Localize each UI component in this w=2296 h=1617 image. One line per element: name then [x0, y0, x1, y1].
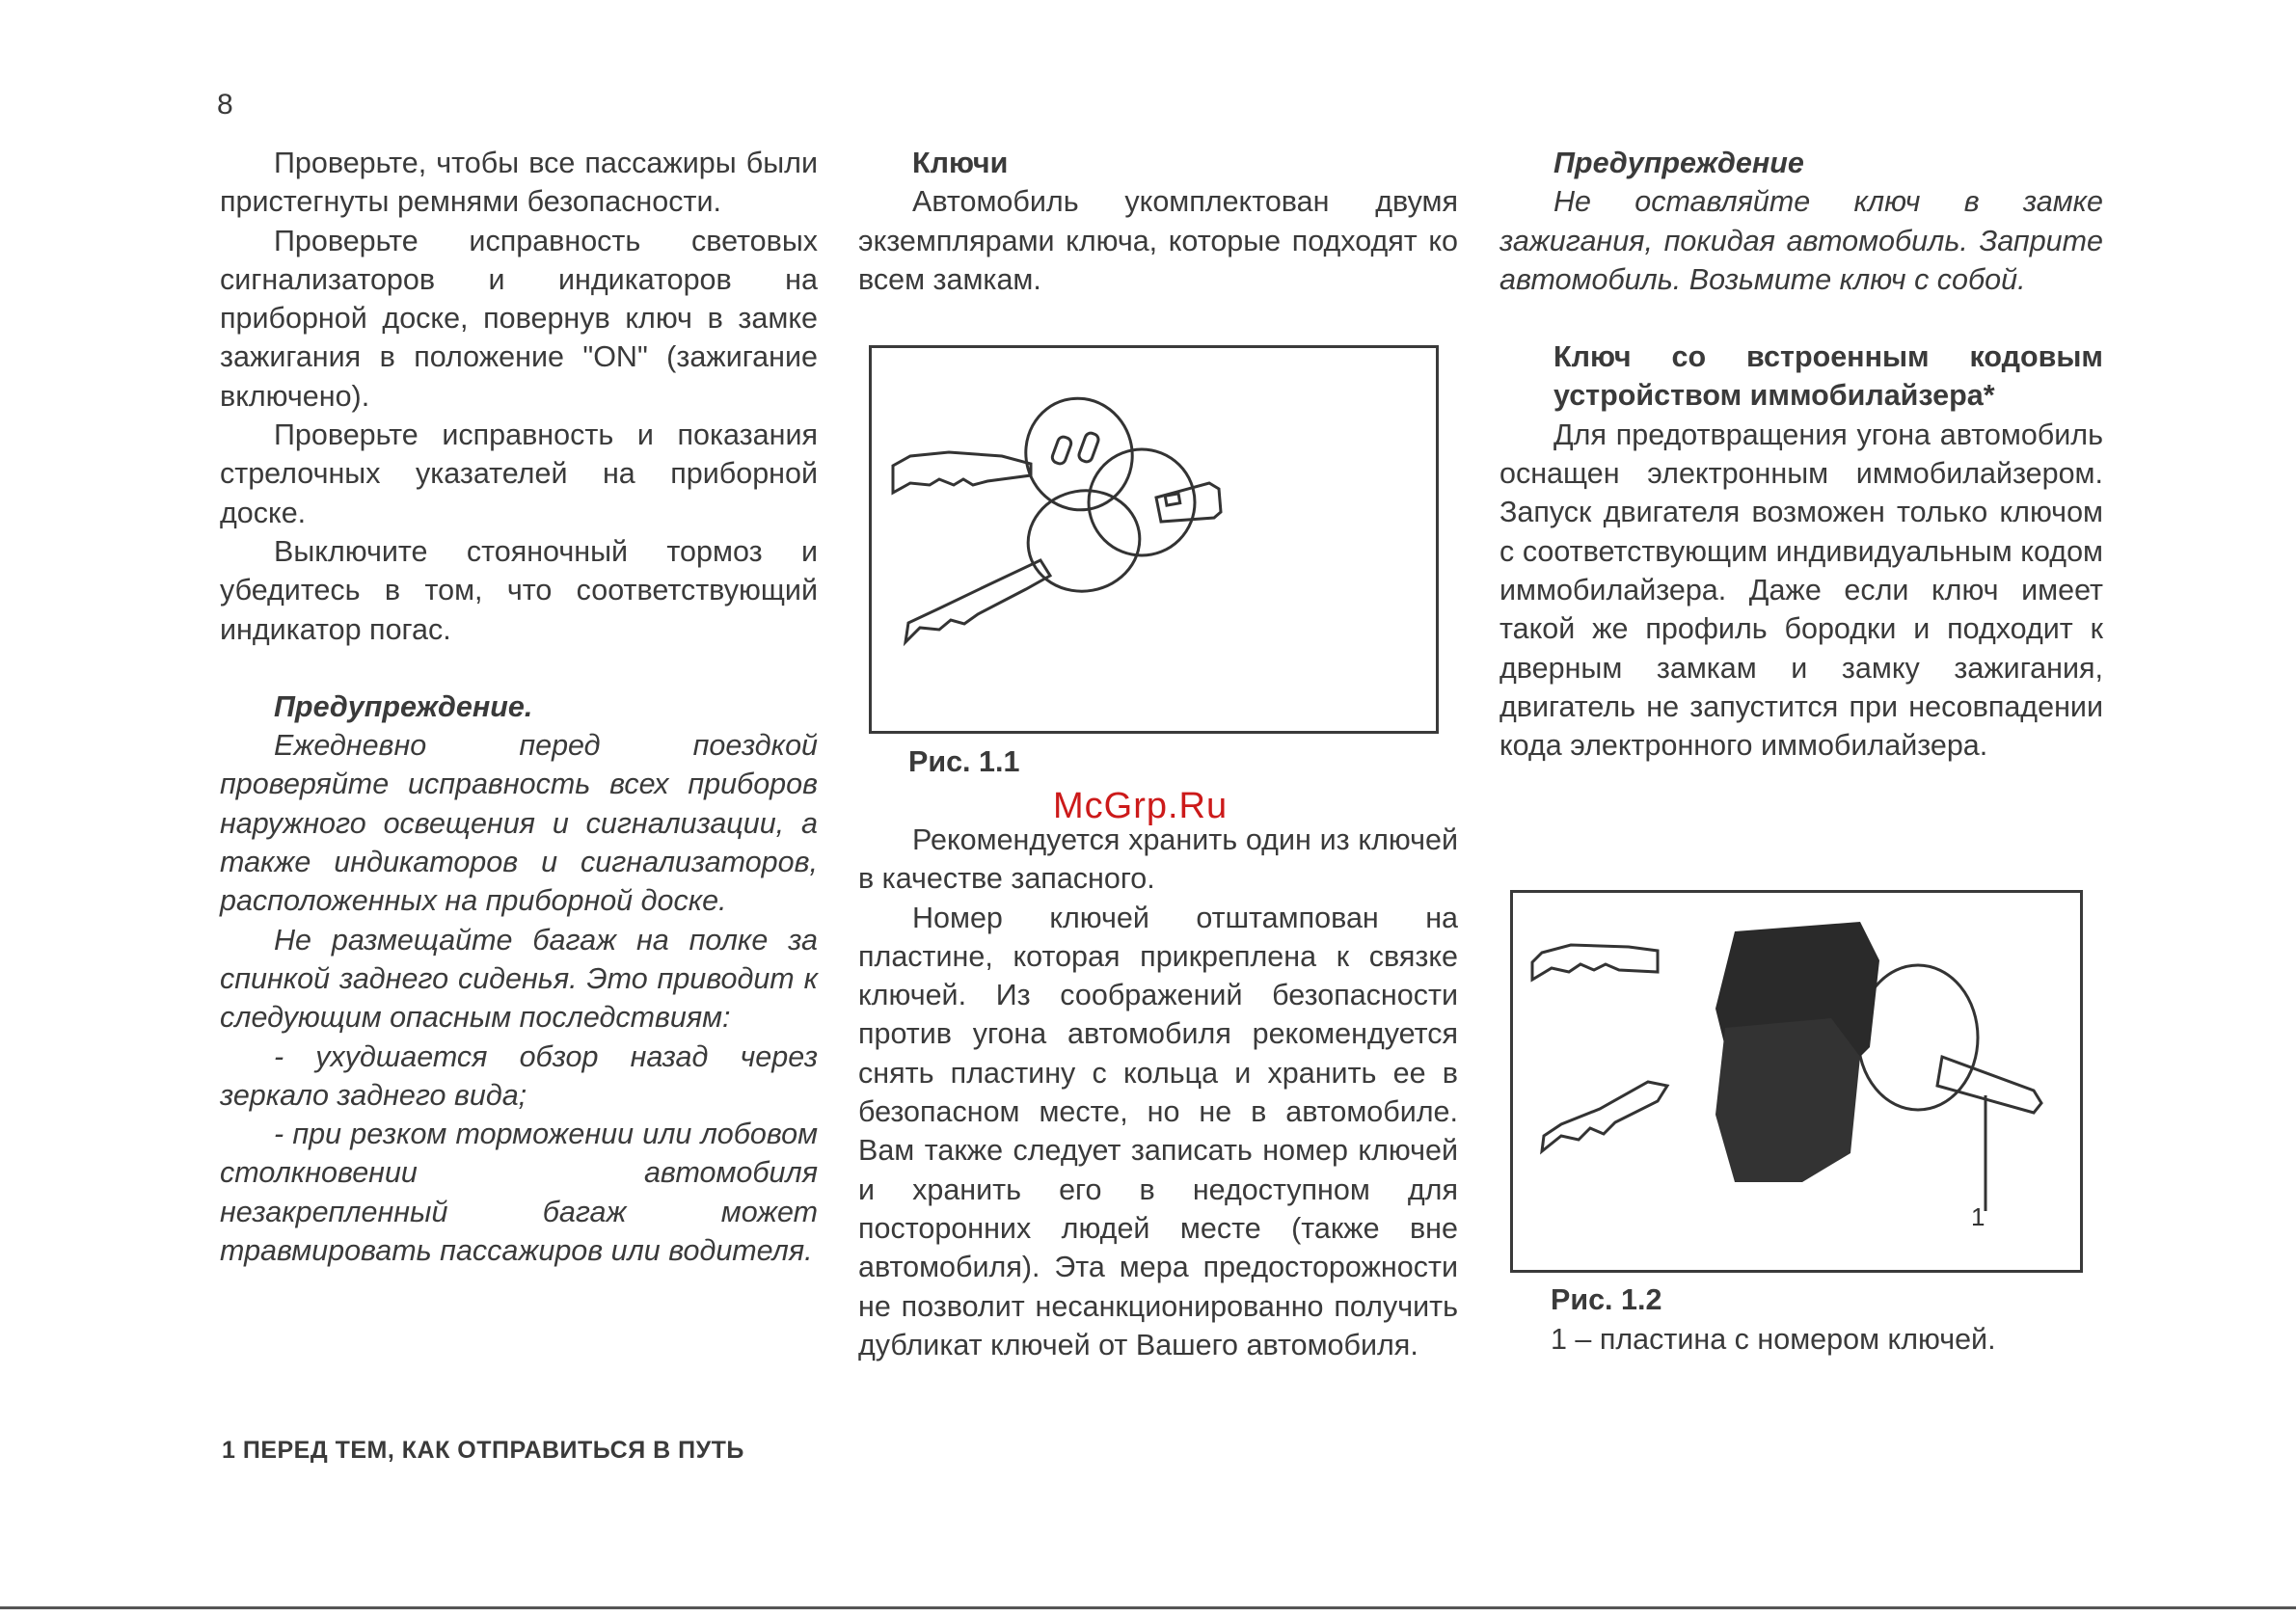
paragraph: Рекомендуется хранить один из ключей в качестве запасного. — [858, 823, 1458, 896]
page-number: 8 — [217, 89, 233, 121]
warning-paragraph: Ежедневно перед поездкой проверяйте исправность всех приборов наружного освещения и сигнализации, а также индикаторов и сигнализаторов, расположенных на приборной доске. — [220, 729, 818, 918]
paragraph: Для предотвращения угона автомобиль оснащен электронным иммобилайзером. Запуск двигателя возможен только ключом с соответствующим индивидуальным кодом иммобилайзера. Даже если ключ имеет такой же профиль бородки и подходит к дверным замкам и замку зажигания, двигатель не запустится при несовпадении кода электронного иммобилайзера. — [1499, 418, 2103, 763]
watermark: McGrp.Ru — [1053, 786, 1229, 826]
column-middle — [858, 144, 1458, 299]
figure-keys — [869, 345, 1439, 734]
warning-paragraph: - ухудшается обзор назад через зеркало заднего вида; — [220, 1039, 818, 1112]
figure-legend: 1 – пластина с номером ключей. — [1551, 1323, 1996, 1356]
figure-caption: Рис. 1.2 — [1551, 1283, 1662, 1316]
paragraph: Проверьте, чтобы все пассажиры были пристегнуты ремнями безопасности. — [220, 147, 818, 219]
paragraph: Автомобиль укомплектован двумя экземплярами ключа, которые подходят ко всем замкам. — [858, 185, 1458, 296]
paragraph: Проверьте исправность и показания стрелочных указателей на приборной доске. — [220, 418, 818, 529]
section-footer: 1 ПЕРЕД ТЕМ, КАК ОТПРАВИТЬСЯ В ПУТЬ — [222, 1437, 744, 1464]
section-heading: Ключи — [912, 147, 1009, 179]
warning-paragraph: Не оставляйте ключ в замке зажигания, покидая автомобиль. Заприте автомобиль. Возьмите ключ с собой. — [1499, 185, 2103, 296]
column-left — [220, 144, 818, 1270]
figure-immobilizer-key — [1510, 890, 2083, 1273]
figure-caption: Рис. 1.1 — [908, 745, 1020, 778]
section-heading: Ключ со встроенным кодовым устройством иммобилайзера* — [1553, 340, 2103, 413]
warning-paragraph: Не размещайте багаж на полке за спинкой заднего сиденья. Это приводит к следующим опасным последствиям: — [220, 923, 818, 1035]
bottom-rule — [0, 1606, 2296, 1609]
paragraph: Проверьте исправность световых сигнализаторов и индикаторов на приборной доске, повернув ключ в замке зажигания в положение "ON" (зажигание включено). — [220, 224, 818, 413]
paragraph: Номер ключей отштампован на пластине, которая прикреплена к связке ключей. Из соображений безопасности против угона автомобиля рекомендуется снять пластину с кольца и хранить ее в безопасном месте, но не в автомобиле. Вам также следует записать номер ключей и хранить его в недоступном для посторонних людей месте (также вне автомобиля). Эта мера предосторожности не позволит несанкционированно получить дубликат ключей от Вашего автомобиля. — [858, 901, 1458, 1361]
keys-illustration — [872, 348, 1436, 731]
warning-heading: Предупреждение — [1553, 147, 1804, 179]
immobilizer-key-illustration — [1513, 893, 2080, 1270]
warning-heading: Предупреждение. — [274, 689, 533, 723]
warning-paragraph: - при резком торможении или лобовом столкновении автомобиля незакрепленный багаж может травмировать пассажиров или водителя. — [220, 1118, 818, 1268]
callout-number: 1 — [1971, 1202, 1985, 1231]
column-right — [1499, 144, 2103, 765]
paragraph: Выключите стояночный тормоз и убедитесь в том, что соответствующий индикатор погас. — [220, 534, 818, 646]
column-middle-lower — [858, 821, 1458, 1364]
